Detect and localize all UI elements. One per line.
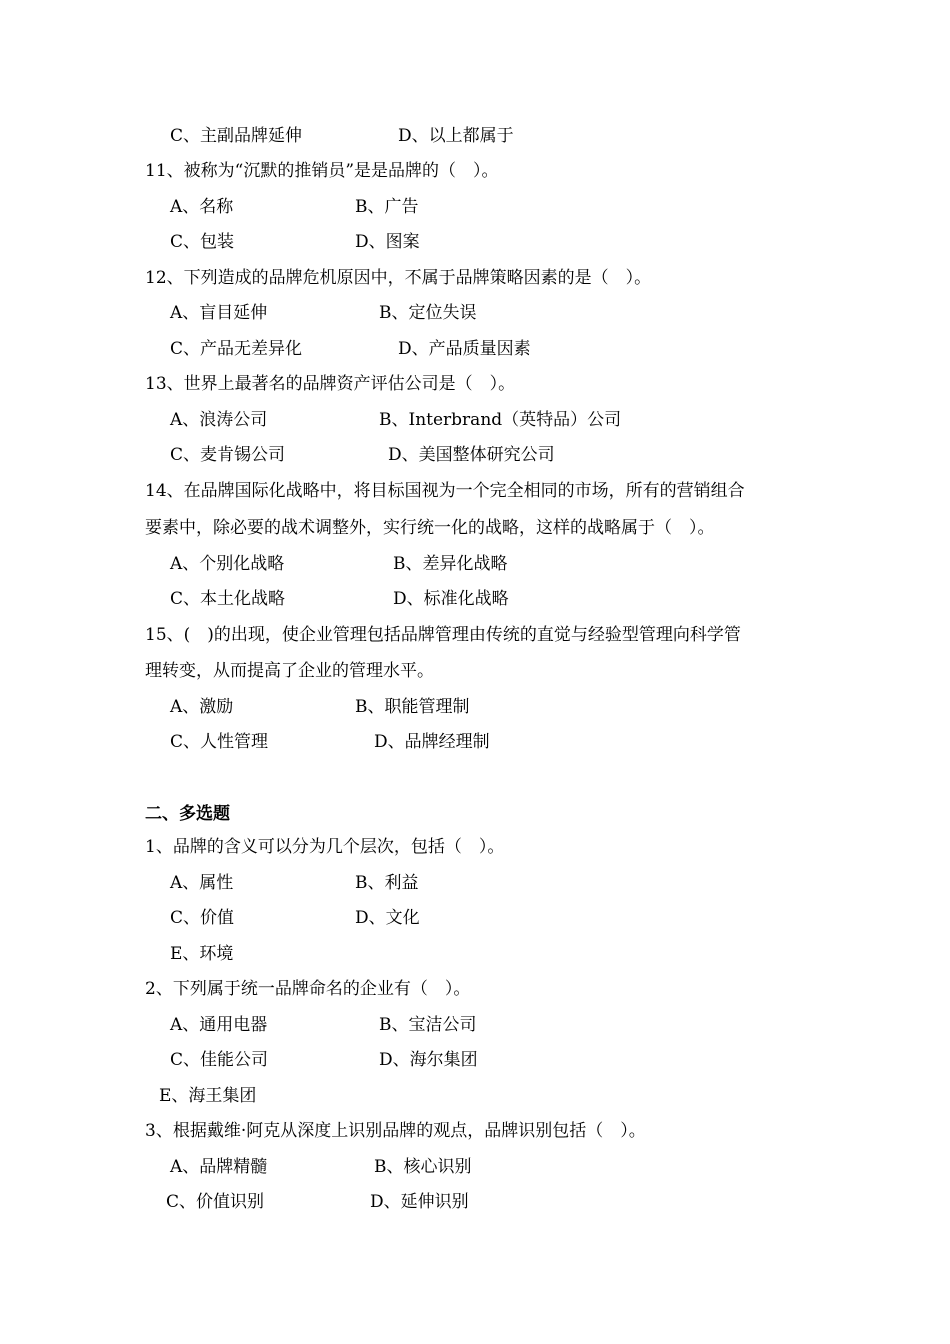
option-d: D、美国整体研究公司 — [388, 445, 555, 465]
option-a: A、品牌精髓 — [170, 1157, 268, 1177]
option-a: A、属性 — [170, 873, 234, 893]
option-c: C、产品无差异化 — [170, 339, 303, 359]
option-a: A、激励 — [170, 697, 234, 717]
section-heading-text: 二、多选题 — [145, 804, 230, 824]
option-c: C、价值识别 — [166, 1192, 265, 1212]
option-c: C、佳能公司 — [170, 1050, 269, 1070]
question-14-text-1: 14、在品牌国际化战略中，将目标国视为一个完全相同的市场，所有的营销组合 — [145, 481, 745, 501]
option-d: D、以上都属于 — [398, 126, 514, 146]
multi-question-1-text: 1、品牌的含义可以分为几个层次，包括（ ）。 — [145, 837, 505, 857]
option-c: C、人性管理 — [170, 732, 269, 752]
option-d: D、图案 — [355, 232, 420, 252]
option-a: A、通用电器 — [170, 1015, 268, 1035]
option-a: A、盲目延伸 — [170, 303, 268, 323]
option-c: C、包装 — [170, 232, 235, 252]
option-d: D、品牌经理制 — [374, 732, 490, 752]
option-a: A、浪涛公司 — [170, 410, 268, 430]
option-a: A、个别化战略 — [170, 554, 285, 574]
option-d: D、文化 — [355, 908, 420, 928]
question-15-text-1: 15、( )的出现，使企业管理包括品牌管理由传统的直觉与经验型管理向科学管 — [145, 625, 741, 645]
option-e: E、海王集团 — [159, 1086, 257, 1106]
option-b: B、差异化战略 — [393, 554, 508, 574]
option-c: C、麦肯锡公司 — [170, 445, 286, 465]
multi-question-2-text: 2、下列属于统一品牌命名的企业有（ ）。 — [145, 979, 471, 999]
option-b: B、利益 — [355, 873, 419, 893]
option-b: B、广告 — [355, 197, 419, 217]
option-b: B、职能管理制 — [355, 697, 470, 717]
option-d: D、延伸识别 — [370, 1192, 469, 1212]
question-14-text-2: 要素中，除必要的战术调整外，实行统一化的战略，这样的战略属于（ ）。 — [145, 518, 715, 538]
option-d: D、产品质量因素 — [398, 339, 531, 359]
option-c: C、主副品牌延伸 — [170, 126, 303, 146]
question-15-text-2: 理转变，从而提高了企业的管理水平。 — [145, 661, 434, 681]
multi-question-3-text: 3、根据戴维·阿克从深度上识别品牌的观点，品牌识别包括（ ）。 — [145, 1121, 646, 1141]
option-c: C、本土化战略 — [170, 589, 286, 609]
option-c: C、价值 — [170, 908, 235, 928]
option-b: B、宝洁公司 — [379, 1015, 477, 1035]
option-b: B、Interbrand（英特品）公司 — [379, 410, 622, 430]
option-d: D、标准化战略 — [393, 589, 509, 609]
question-11-text: 11、被称为“沉默的推销员”是是品牌的（ ）。 — [145, 161, 499, 181]
option-b: B、定位失误 — [379, 303, 477, 323]
option-e: E、环境 — [170, 944, 234, 964]
option-b: B、核心识别 — [374, 1157, 472, 1177]
question-13-text: 13、世界上最著名的品牌资产评估公司是（ ）。 — [145, 374, 516, 394]
question-12-text: 12、下列造成的品牌危机原因中，不属于品牌策略因素的是（ ）。 — [145, 268, 652, 288]
option-d: D、海尔集团 — [379, 1050, 478, 1070]
option-a: A、名称 — [170, 197, 234, 217]
